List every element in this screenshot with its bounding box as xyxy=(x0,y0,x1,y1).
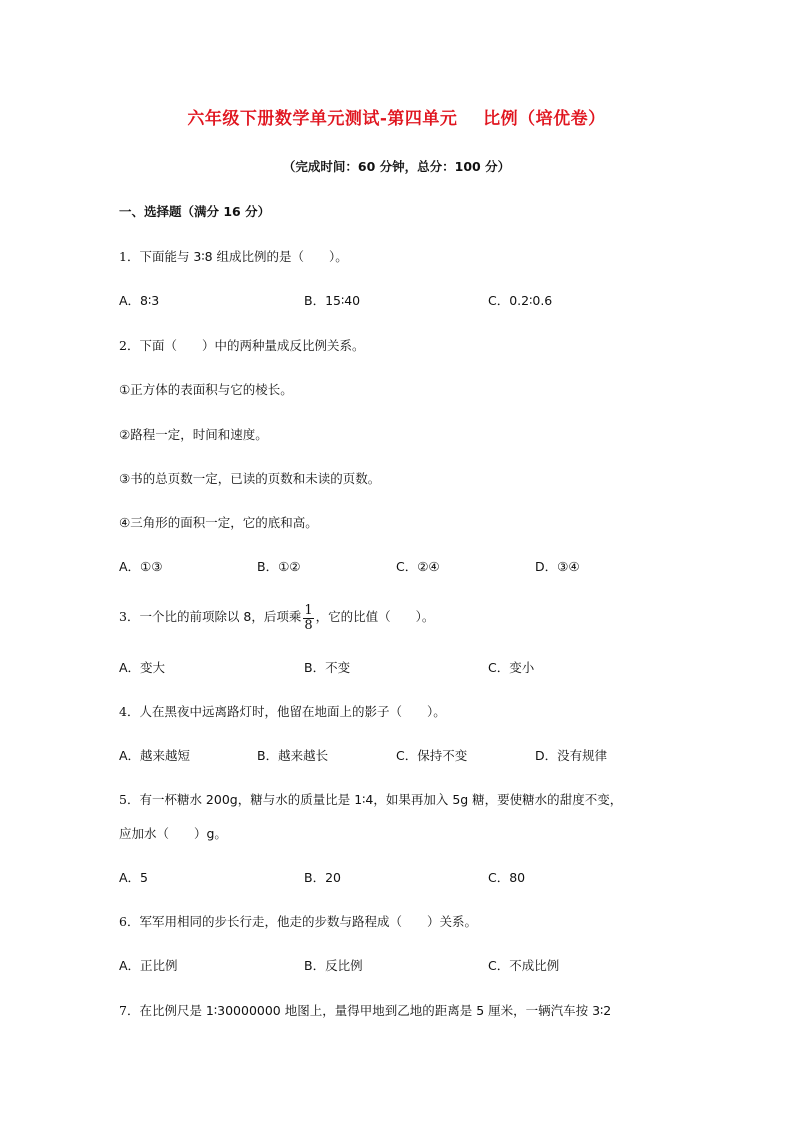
q6-option-c: C．不成比例 xyxy=(488,958,560,973)
q2-statement-1: ①正方体的表面积与它的棱长。 xyxy=(119,382,293,397)
question-text-after: ，它的比值（ ）。 xyxy=(315,609,435,624)
q3-option-c: C．变小 xyxy=(488,660,535,675)
q1-option-b: B．15∶40 xyxy=(304,293,361,308)
question-4 xyxy=(119,704,446,720)
q2-statement-2: ②路程一定，时间和速度。 xyxy=(119,427,268,442)
q5-option-a: A．5 xyxy=(119,870,149,885)
q2-statement-3: ③书的总页数一定，已读的页数和未读的页数。 xyxy=(119,471,381,486)
q3-option-b: B．不变 xyxy=(304,660,351,675)
q5-option-b: B．20 xyxy=(304,870,341,885)
question-5-line-2: 应加水（ ）g。 xyxy=(119,826,227,841)
question-number: 6． xyxy=(119,914,140,929)
question-text: 有一杯糖水 200g，糖与水的质量比是 1∶4，如果再加入 5g 糖，要使糖水的甜度不变， xyxy=(139,792,623,807)
q4-option-c: C．保持不变 xyxy=(396,748,468,763)
q2-option-b: B．①② xyxy=(257,559,301,574)
question-text: 人在黑夜中远离路灯时，他留在地面上的影子（ ）。 xyxy=(139,704,446,719)
fraction-one-eighth xyxy=(303,604,313,633)
question-number: 3． xyxy=(119,609,140,624)
q5-option-c: C．80 xyxy=(488,870,526,885)
page-title: 六年级下册数学单元测试-第四单元 比例（培优卷） xyxy=(187,109,606,129)
q1-option-c: C．0.2∶0.6 xyxy=(488,293,553,308)
question-3 xyxy=(119,603,434,632)
question-text: 下面（ ）中的两种量成反比例关系。 xyxy=(139,338,365,353)
q6-option-b: B．反比例 xyxy=(304,958,363,973)
question-text-before: 一个比的前项除以 8，后项乘 xyxy=(139,609,302,624)
question-number: 2． xyxy=(119,338,140,353)
question-number: 5． xyxy=(119,792,140,807)
question-number: 7． xyxy=(119,1003,140,1018)
q2-option-d: D．③④ xyxy=(535,559,580,574)
q4-option-d: D．没有规律 xyxy=(535,748,608,763)
question-2 xyxy=(119,338,364,354)
question-number: 4． xyxy=(119,704,140,719)
q2-option-a: A．①③ xyxy=(119,559,163,574)
q4-option-b: B．越来越长 xyxy=(257,748,329,763)
question-number: 1． xyxy=(119,249,140,264)
q2-option-c: C．②④ xyxy=(396,559,440,574)
page-subtitle: （完成时间：60 分钟，总分：100 分） xyxy=(282,159,511,174)
fraction-numerator: 1 xyxy=(304,603,313,618)
question-text: 军军用相同的步长行走，他走的步数与路程成（ ）关系。 xyxy=(139,914,477,929)
q1-option-a: A．8∶3 xyxy=(119,293,160,308)
question-text: 下面能与 3∶8 组成比例的是（ ）。 xyxy=(139,249,348,264)
q2-statement-4: ④三角形的面积一定，它的底和高。 xyxy=(119,515,318,530)
question-6 xyxy=(119,914,477,930)
q3-option-a: A．变大 xyxy=(119,660,166,675)
question-text: 在比例尺是 1∶30000000 地图上，量得甲地到乙地的距离是 5 厘米，一辆汽车按 3∶2 xyxy=(139,1003,612,1018)
q6-option-a: A．正比例 xyxy=(119,958,178,973)
question-1 xyxy=(119,249,348,265)
section-heading-multiple-choice: 一、选择题（满分 16 分） xyxy=(119,204,271,219)
question-5 xyxy=(119,792,622,808)
question-7 xyxy=(119,1003,611,1019)
q4-option-a: A．越来越短 xyxy=(119,748,191,763)
fraction-denominator: 8 xyxy=(304,618,313,633)
